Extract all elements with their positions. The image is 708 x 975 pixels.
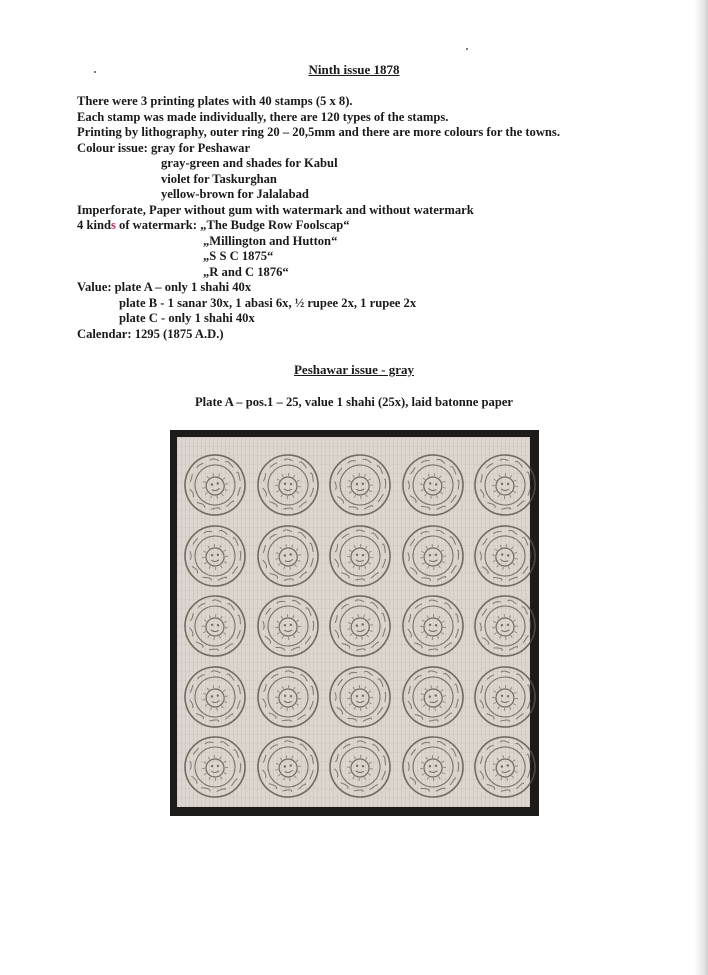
text-line: plate C - only 1 shahi 40x: [119, 311, 255, 325]
stamp-11: [183, 594, 247, 658]
description-block: [77, 94, 687, 342]
stamp-12: [256, 594, 320, 658]
stamp-3: [328, 453, 392, 517]
stamp-19: [401, 665, 465, 729]
text-line: „R and C 1876“: [203, 264, 289, 279]
text-line: yellow-brown for Jalalabad: [161, 187, 309, 201]
stamp-10: [473, 524, 537, 588]
stamp-6: [183, 524, 247, 588]
text-line: Imperforate, Paper without gum with watermark and without watermark: [77, 202, 474, 217]
text-line: plate B - 1 sanar 30x, 1 abasi 6x, ½ rupee 2x, 1 rupee 2x: [119, 295, 417, 310]
stamp-5: [473, 453, 537, 517]
text-line: gray-green and shades for Kabul: [161, 156, 338, 170]
text-line: There were 3 printing plates with 40 stamps (5 x 8).: [77, 94, 353, 108]
text-line: „Millington and Hutton“: [203, 233, 338, 248]
scan-page-edge: [694, 0, 708, 975]
text-line: violet for Taskurghan: [161, 171, 277, 186]
stamp-4: [401, 453, 465, 517]
stamp-8: [328, 524, 392, 588]
stamp-2: [256, 453, 320, 517]
stamp-22: [256, 735, 320, 799]
image-caption: Plate A – pos.1 – 25, value 1 shahi (25x), laid batonne paper: [194, 395, 514, 409]
stamp-1: [183, 453, 247, 517]
stamp-18: [328, 665, 392, 729]
stamp-sheet-frame: [170, 430, 539, 816]
stamp-14: [401, 594, 465, 658]
text-line: Each stamp was made individually, there are 120 types of the stamps.: [77, 109, 449, 124]
stamp-7: [256, 524, 320, 588]
stamp-23: [328, 735, 392, 799]
stamp-13: [328, 594, 392, 658]
text-line: Value: plate A – only 1 shahi 40x: [77, 280, 252, 294]
stamp-15: [473, 594, 537, 658]
section-subtitle: Peshawar issue - gray: [293, 362, 414, 377]
stamp-24: [401, 735, 465, 799]
stamp-20: [473, 665, 537, 729]
text-line: Printing by lithography, outer ring 20 – 20,5mm and there are more colours for the towns.: [77, 125, 560, 139]
stamp-21: [183, 735, 247, 799]
stamp-17: [256, 665, 320, 729]
stamp-25: [473, 735, 537, 799]
stamp-16: [183, 665, 247, 729]
scan-speck: [466, 48, 468, 50]
text-line: „S S C 1875“: [203, 249, 274, 263]
page-title: Ninth issue 1878: [308, 62, 400, 77]
text-line: Colour issue: gray for Peshawar: [77, 140, 251, 155]
highlighted-letter: s: [110, 218, 116, 232]
stamp-9: [401, 524, 465, 588]
stamp-sheet: [177, 437, 530, 807]
text-line: Calendar: 1295 (1875 A.D.): [77, 326, 224, 341]
text-line: 4 kinds of watermark: „The Budge Row Foolscap“: [77, 218, 350, 232]
